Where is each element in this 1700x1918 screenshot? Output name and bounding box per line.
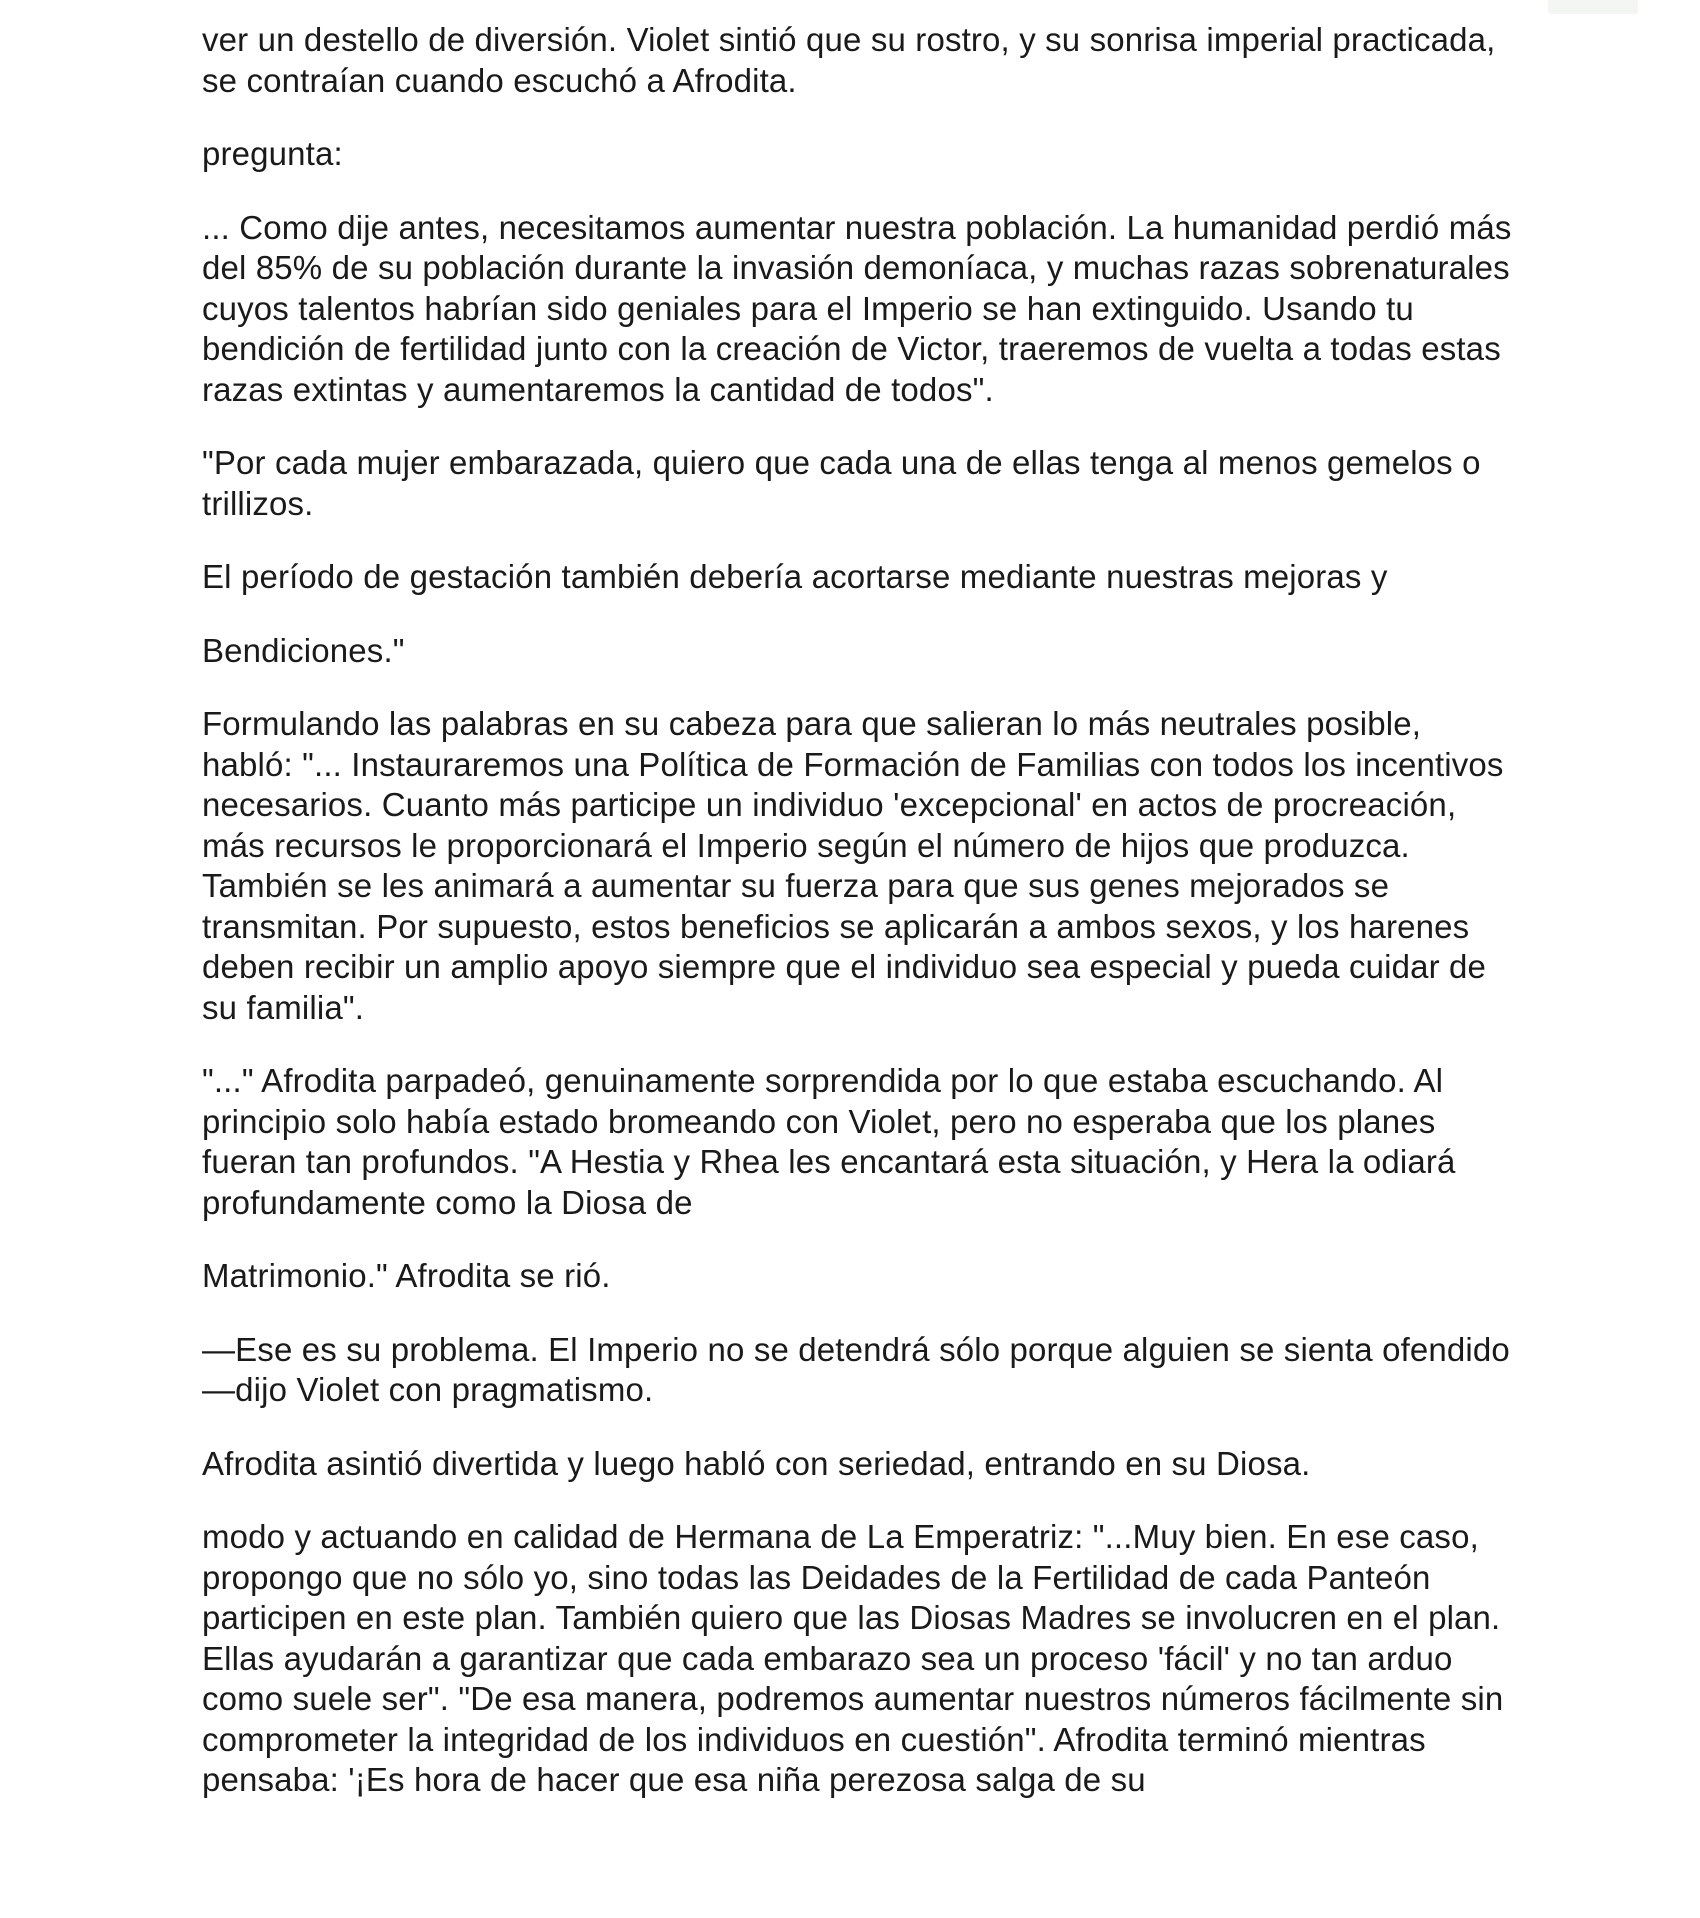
paragraph: "Por cada mujer embarazada, quiero que cada una de ellas tenga al menos gemelos o trillizos. (202, 444, 1481, 522)
paragraph: Formulando las palabras en su cabeza para que salieran lo más neutrales posible, habló: "... Instauraremos una Política de Formación de Familias con todos los incentivos necesarios. Cuanto más participe un individuo 'excepcional' en actos de procreación, más recursos le proporcionará el Imperio según el número de hijos que produzca. También se les animará a aumentar su fuerza para que sus genes mejorados se transmitan. Por supuesto, estos beneficios se aplicarán a ambos sexos, y los harenes deben recibir un amplio apoyo siempre que el individuo sea especial y pueda cuidar de su familia". (202, 705, 1504, 1026)
paragraph: Bendiciones." (202, 631, 405, 669)
paragraph: ... Como dije antes, necesitamos aumentar nuestra población. La humanidad perdió más del 85% de su población durante la invasión demoníaca, y muchas razas sobrenaturales cuyos talentos habrían sido geniales para el Imperio se han extinguido. Usando tu bendición de fertilidad junto con la creación de Victor, traeremos de vuelta a todas estas razas extintas y aumentaremos la cantidad de todos". (202, 208, 1512, 408)
paragraph: modo y actuando en calidad de Hermana de La Emperatriz: "...Muy bien. En ese caso, propongo que no sólo yo, sino todas las Deidades de la Fertilidad de cada Panteón participen en este plan. También quiero que las Diosas Madres se involucren en el plan. Ellas ayudarán a garantizar que cada embarazo sea un proceso 'fácil' y no tan arduo como suele ser". "De esa manera, podremos aumentar nuestros números fácilmente sin comprometer la integridad de los individuos en cuestión". Afrodita terminó mientras pensaba: '¡Es hora de hacer que esa niña perezosa salga de su (202, 1518, 1504, 1798)
page-corner-tab (1548, 0, 1638, 14)
paragraph: ver un destello de diversión. Violet sintió que su rostro, y su sonrisa imperial practicada, se contraían cuando escuchó a Afrodita. (202, 21, 1496, 99)
paragraph: Afrodita asintió divertida y luego habló con seriedad, entrando en su Diosa. (202, 1444, 1311, 1482)
paragraph: El período de gestación también debería acortarse mediante nuestras mejoras y (202, 558, 1388, 595)
paragraph: "..." Afrodita parpadeó, genuinamente sorprendida por lo que estaba escuchando. Al principio solo había estado bromeando con Violet, pero no esperaba que los planes fueran tan profundos. "A Hestia y Rhea les encantará esta situación, y Hera la odiará profundamente como la Diosa de (202, 1062, 1456, 1221)
paragraph: pregunta: (202, 135, 343, 172)
document-body (202, 20, 1518, 1801)
paragraph: —Ese es su problema. El Imperio no se detendrá sólo porque alguien se sienta ofendido —dijo Violet con pragmatismo. (202, 1330, 1510, 1408)
paragraph: Matrimonio." Afrodita se rió. (202, 1257, 611, 1294)
